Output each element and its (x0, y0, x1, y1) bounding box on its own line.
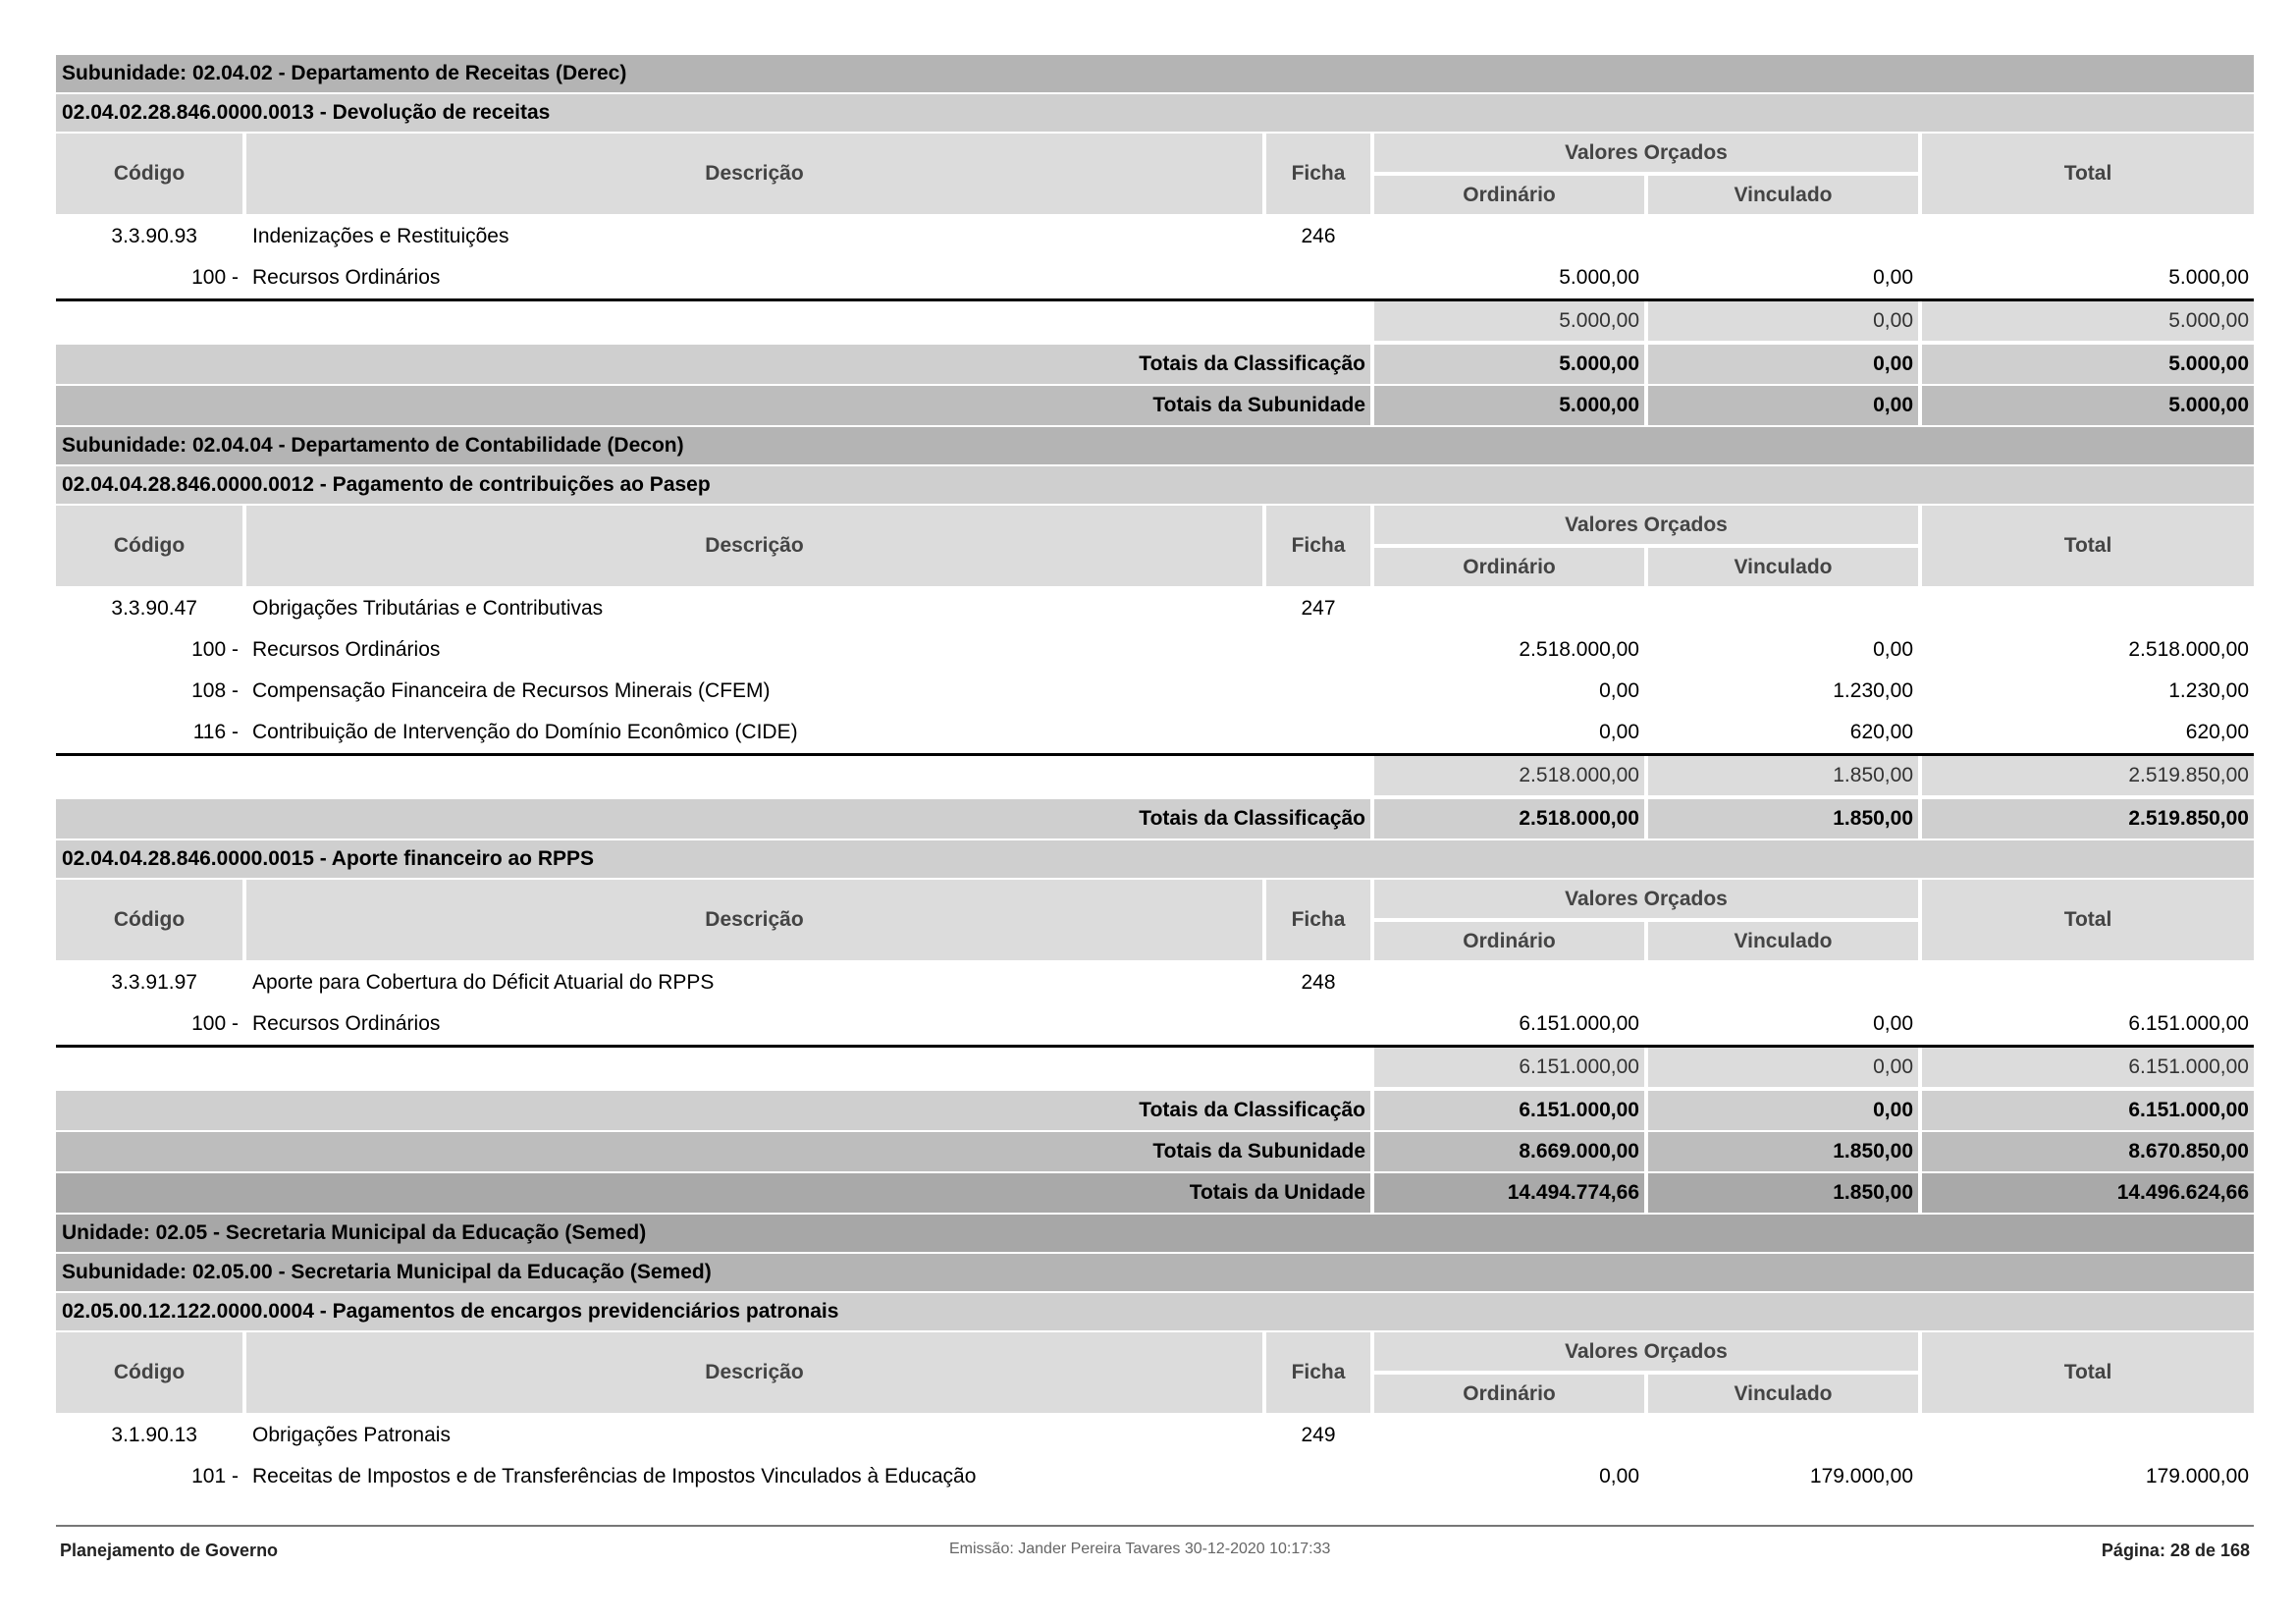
subtotal-row (56, 1045, 2254, 1091)
totals-ordinario: 2.518.000,00 (1374, 799, 1644, 839)
subtotal-vinculado: 0,00 (1648, 1048, 1918, 1087)
header-total: Total (1922, 1332, 2254, 1413)
row-ordinario: 0,00 (1599, 1465, 1639, 1488)
header-valores-orcados: Valores Orçados (1374, 134, 1918, 172)
totals-total: 6.151.000,00 (1922, 1091, 2254, 1130)
totals-row (56, 1173, 2254, 1215)
totals-vinculado: 0,00 (1648, 386, 1918, 425)
table-row (56, 962, 2254, 1003)
totals-vinculado: 0,00 (1648, 1091, 1918, 1130)
row-description: Receitas de Impostos e de Transferências de Impostos Vinculados à Educação (252, 1465, 977, 1488)
row-description: Contribuição de Intervenção do Domínio Econômico (CIDE) (252, 721, 798, 743)
totals-total: 14.496.624,66 (1922, 1173, 2254, 1213)
subtotal-row (56, 298, 2254, 345)
totals-row (56, 1091, 2254, 1132)
header-valores-orcados: Valores Orçados (1374, 1332, 1918, 1371)
row-total: 5.000,00 (2168, 266, 2249, 289)
row-ordinario: 2.518.000,00 (1519, 638, 1639, 661)
header-ficha: Ficha (1266, 134, 1370, 214)
totals-ordinario: 14.494.774,66 (1374, 1173, 1644, 1213)
section-band: 02.04.02.28.846.0000.0013 - Devolução de receitas (56, 94, 2254, 134)
header-total: Total (1922, 134, 2254, 214)
section-band: Subunidade: 02.05.00 - Secretaria Municipal da Educação (Semed) (56, 1254, 2254, 1293)
totals-label: Totais da Classificação (56, 345, 1370, 384)
table-row (56, 1415, 2254, 1456)
table-row (56, 629, 2254, 671)
table-row (56, 671, 2254, 712)
header-valores-orcados: Valores Orçados (1374, 506, 1918, 544)
section-band: 02.04.04.28.846.0000.0012 - Pagamento de contribuições ao Pasep (56, 466, 2254, 506)
totals-label: Totais da Classificação (56, 799, 1370, 839)
row-source-code: 101 - (191, 1465, 239, 1488)
row-ordinario: 5.000,00 (1559, 266, 1639, 289)
totals-row (56, 799, 2254, 840)
totals-row (56, 1132, 2254, 1173)
table-row (56, 588, 2254, 629)
row-code: 3.3.90.47 (111, 597, 197, 620)
header-descricao: Descrição (246, 506, 1262, 586)
totals-vinculado: 1.850,00 (1648, 1173, 1918, 1213)
totals-label: Totais da Subunidade (56, 386, 1370, 425)
subtotal-ordinario: 5.000,00 (1374, 301, 1644, 341)
totals-total: 8.670.850,00 (1922, 1132, 2254, 1171)
subtotal-total: 5.000,00 (1922, 301, 2254, 341)
header-ordinario: Ordinário (1374, 548, 1644, 586)
header-codigo: Código (56, 1332, 242, 1413)
row-description: Indenizações e Restituições (252, 225, 509, 247)
row-source-code: 108 - (191, 679, 239, 702)
header-ficha: Ficha (1266, 1332, 1370, 1413)
subtotal-total: 2.519.850,00 (1922, 756, 2254, 795)
section-band: Unidade: 02.05 - Secretaria Municipal da Educação (Semed) (56, 1215, 2254, 1254)
totals-label: Totais da Classificação (56, 1091, 1370, 1130)
row-description: Recursos Ordinários (252, 1012, 441, 1035)
header-descricao: Descrição (246, 134, 1262, 214)
table-header (56, 880, 2254, 962)
section-band: 02.05.00.12.122.0000.0004 - Pagamentos de encargos previdenciários patronais (56, 1293, 2254, 1332)
row-vinculado: 620,00 (1849, 721, 1913, 743)
header-ficha: Ficha (1266, 880, 1370, 960)
totals-vinculado: 0,00 (1648, 345, 1918, 384)
totals-ordinario: 6.151.000,00 (1374, 1091, 1644, 1130)
table-row (56, 257, 2254, 298)
table-row (56, 1003, 2254, 1045)
header-vinculado: Vinculado (1648, 922, 1918, 960)
row-ficha: 247 (1301, 597, 1336, 620)
row-code: 3.1.90.13 (111, 1424, 197, 1446)
section-band: Subunidade: 02.04.02 - Departamento de Receitas (Derec) (56, 55, 2254, 94)
totals-ordinario: 5.000,00 (1374, 386, 1644, 425)
header-vinculado: Vinculado (1648, 1375, 1918, 1413)
row-description: Recursos Ordinários (252, 638, 441, 661)
header-vinculado: Vinculado (1648, 548, 1918, 586)
subtotal-ordinario: 2.518.000,00 (1374, 756, 1644, 795)
row-vinculado: 179.000,00 (1809, 1465, 1913, 1488)
row-source-code: 100 - (191, 638, 239, 661)
totals-ordinario: 8.669.000,00 (1374, 1132, 1644, 1171)
totals-total: 5.000,00 (1922, 345, 2254, 384)
table-row (56, 216, 2254, 257)
row-description: Compensação Financeira de Recursos Minerais (CFEM) (252, 679, 771, 702)
totals-ordinario: 5.000,00 (1374, 345, 1644, 384)
section-band: 02.04.04.28.846.0000.0015 - Aporte financeiro ao RPPS (56, 840, 2254, 880)
row-code: 3.3.91.97 (111, 971, 197, 994)
table-header (56, 1332, 2254, 1415)
table-row (56, 1456, 2254, 1497)
row-ficha: 249 (1301, 1424, 1336, 1446)
header-codigo: Código (56, 880, 242, 960)
header-ordinario: Ordinário (1374, 1375, 1644, 1413)
subtotal-vinculado: 0,00 (1648, 301, 1918, 341)
header-total: Total (1922, 880, 2254, 960)
table-row (56, 712, 2254, 753)
row-code: 3.3.90.93 (111, 225, 197, 247)
header-total: Total (1922, 506, 2254, 586)
subtotal-total: 6.151.000,00 (1922, 1048, 2254, 1087)
row-ficha: 246 (1301, 225, 1336, 247)
row-ordinario: 6.151.000,00 (1519, 1012, 1639, 1035)
row-source-code: 100 - (191, 266, 239, 289)
row-source-code: 116 - (192, 721, 239, 743)
subtotal-vinculado: 1.850,00 (1648, 756, 1918, 795)
header-valores-orcados: Valores Orçados (1374, 880, 1918, 918)
totals-total: 5.000,00 (1922, 386, 2254, 425)
section-band: Subunidade: 02.04.04 - Departamento de Contabilidade (Decon) (56, 427, 2254, 466)
row-total: 6.151.000,00 (2128, 1012, 2249, 1035)
totals-total: 2.519.850,00 (1922, 799, 2254, 839)
row-vinculado: 0,00 (1873, 1012, 1913, 1035)
header-ficha: Ficha (1266, 506, 1370, 586)
subtotal-ordinario: 6.151.000,00 (1374, 1048, 1644, 1087)
subtotal-row (56, 753, 2254, 799)
footer-system-name: Planejamento de Governo (60, 1541, 279, 1560)
row-ordinario: 0,00 (1599, 721, 1639, 743)
header-ordinario: Ordinário (1374, 922, 1644, 960)
header-codigo: Código (56, 506, 242, 586)
page-footer (56, 1525, 2254, 1576)
row-ordinario: 0,00 (1599, 679, 1639, 702)
row-vinculado: 0,00 (1873, 638, 1913, 661)
row-description: Aporte para Cobertura do Déficit Atuarial do RPPS (252, 971, 715, 994)
header-descricao: Descrição (246, 1332, 1262, 1413)
row-description: Obrigações Tributárias e Contributivas (252, 597, 604, 620)
row-total: 2.518.000,00 (2128, 638, 2249, 661)
row-vinculado: 0,00 (1873, 266, 1913, 289)
row-source-code: 100 - (191, 1012, 239, 1035)
header-codigo: Código (56, 134, 242, 214)
row-total: 1.230,00 (2168, 679, 2249, 702)
row-vinculado: 1.230,00 (1833, 679, 1913, 702)
row-total: 179.000,00 (2145, 1465, 2249, 1488)
budget-report (56, 55, 2254, 1497)
totals-row (56, 386, 2254, 427)
totals-label: Totais da Unidade (56, 1173, 1370, 1213)
row-description: Obrigações Patronais (252, 1424, 451, 1446)
totals-vinculado: 1.850,00 (1648, 799, 1918, 839)
row-description: Recursos Ordinários (252, 266, 441, 289)
table-header (56, 134, 2254, 216)
header-vinculado: Vinculado (1648, 176, 1918, 214)
row-total: 620,00 (2185, 721, 2249, 743)
row-ficha: 248 (1301, 971, 1336, 994)
table-header (56, 506, 2254, 588)
totals-label: Totais da Subunidade (56, 1132, 1370, 1171)
totals-vinculado: 1.850,00 (1648, 1132, 1918, 1171)
footer-page-number: Página: 28 de 168 (2101, 1541, 2250, 1560)
header-ordinario: Ordinário (1374, 176, 1644, 214)
header-descricao: Descrição (246, 880, 1262, 960)
footer-emission: Emissão: Jander Pereira Tavares 30-12-2020 10:17:33 (949, 1541, 1331, 1557)
totals-row (56, 345, 2254, 386)
